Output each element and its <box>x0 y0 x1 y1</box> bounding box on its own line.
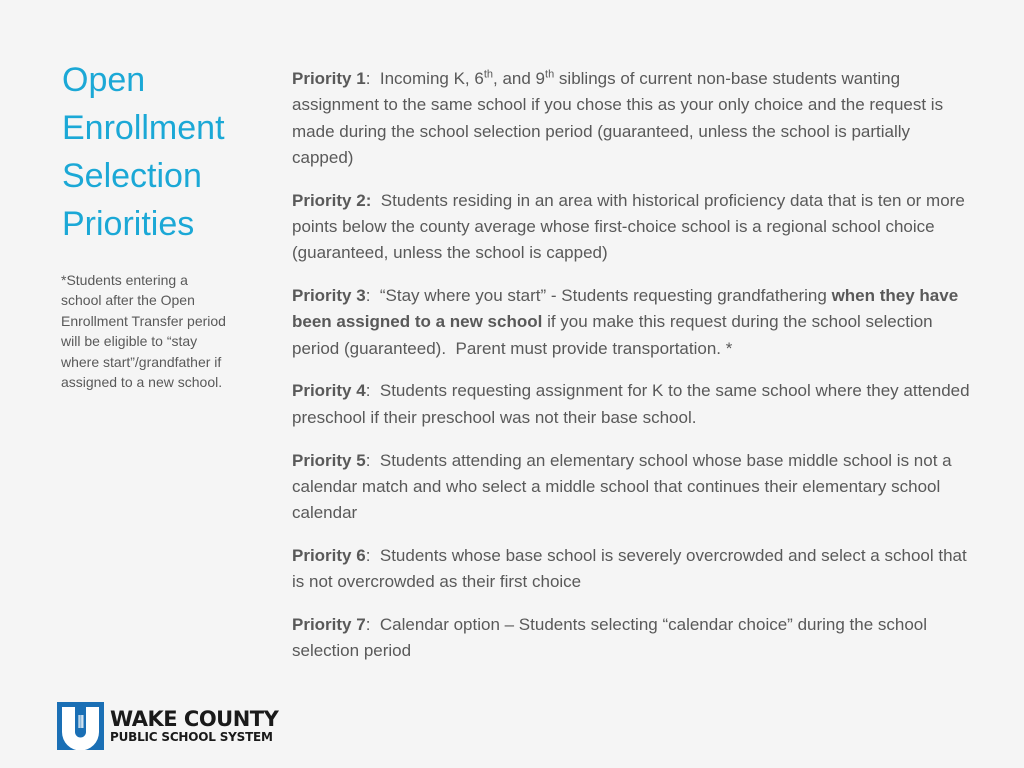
priority-text: , and 9 <box>493 69 546 88</box>
slide-title <box>62 56 262 248</box>
priority-item-5 <box>292 448 972 527</box>
logo-text <box>110 708 278 744</box>
logo-line-1: WAKE COUNTY <box>110 707 279 731</box>
superscript: th <box>483 68 494 81</box>
priority-item-3 <box>292 283 972 362</box>
priority-item-7 <box>292 612 972 665</box>
priority-text: : Calendar option – Students selecting “calendar choice” during the school selection period <box>292 615 932 661</box>
priority-label: Priority 1 <box>292 69 366 88</box>
title-line-4: Priorities <box>62 205 195 243</box>
priority-label: Priority 3 <box>292 286 366 306</box>
priority-list <box>292 66 975 681</box>
priority-item-4 <box>292 378 975 431</box>
priority-text: : Students attending an elementary school whose base middle school is not a calendar match and who select a middle school that continues their elementary school calendar <box>292 450 957 523</box>
priority-text: : Students requesting assignment for K to the same school where they attended preschool if their preschool was not their base school. <box>292 381 975 427</box>
superscript: th <box>545 68 555 81</box>
logo-line-2: PUBLIC SCHOOL SYSTEM <box>110 730 273 744</box>
title-line-3: Selection <box>62 157 202 195</box>
priority-label: Priority 4 <box>292 381 366 401</box>
priority-item-1 <box>292 66 972 171</box>
side-note: *Students entering a school after the Open Enrollment Transfer period will be eligible to “stay where start”/grandfather if assigned to a new school. <box>61 272 226 391</box>
priority-text: : Students whose base school is severely overcrowded and select a school that is not overcrowded as their first choice <box>292 545 972 592</box>
priority-text: Students residing in an area with historical proficiency data that is ten or more points below the county average whose first-choice school is a regional school choice (guaranteed, unless the school is capped) <box>292 190 970 263</box>
emphasis-text: when they have been assigned to a new school <box>292 286 963 332</box>
priority-text: : “Stay where you start” - Students requesting grandfathering <box>365 286 832 306</box>
priority-text: : Incoming K, 6 <box>365 69 484 88</box>
wcpss-logo <box>57 702 278 750</box>
priority-label: Priority 5 <box>292 450 366 470</box>
wcpss-logo-icon <box>57 702 104 750</box>
priority-label: Priority 2: <box>292 190 372 210</box>
priority-label: Priority 6 <box>292 545 366 565</box>
title-line-1: Open <box>62 61 146 99</box>
priority-item-2 <box>292 188 972 267</box>
priority-text: if you make this request during the school selection period (guaranteed). Parent must provide transportation. * <box>292 312 938 358</box>
priority-item-6 <box>292 543 972 596</box>
title-line-2: Enrollment <box>62 109 225 147</box>
priority-text: siblings of current non-base students wanting assignment to the same school if you chose this as your only choice and the request is made during the school selection period (guaranteed, unless the school is partially capped) <box>292 69 948 167</box>
priority-label: Priority 7 <box>292 615 366 635</box>
